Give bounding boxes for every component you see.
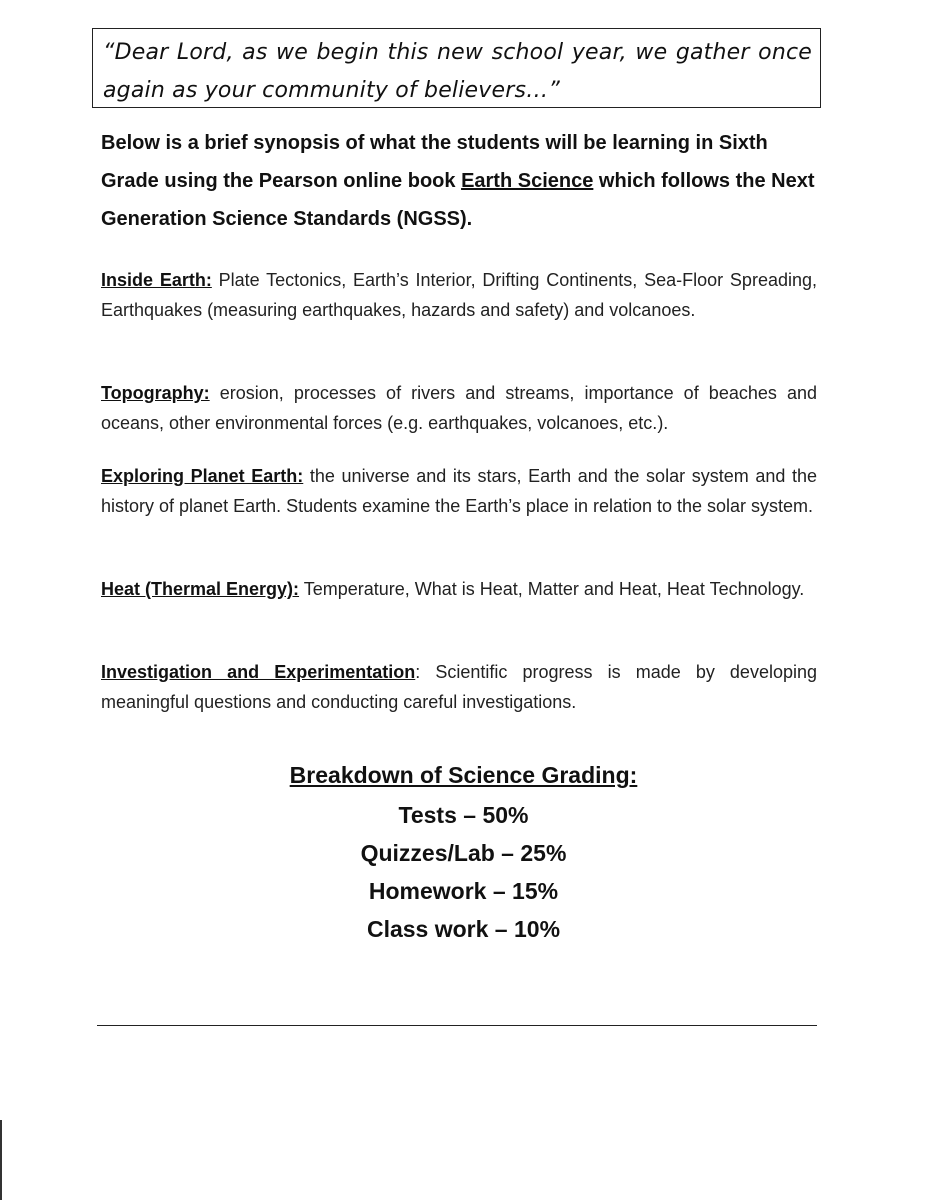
- intro-text-before: Below is a brief synopsis of what the students will be learning in Sixth Grade using the Pearson online book: [101, 132, 768, 192]
- grading-title: Breakdown of Science Grading:: [289, 762, 638, 788]
- topic-text: Temperature, What is Heat, Matter and Heat, Heat Technology.: [299, 579, 805, 599]
- topic-topography: [101, 378, 817, 438]
- topic-heading: Exploring Planet Earth:: [101, 466, 304, 486]
- topic-heat: [101, 574, 817, 604]
- topic-investigation: [101, 657, 817, 717]
- intro-paragraph: [101, 124, 817, 238]
- topic-text: erosion, processes of rivers and streams, importance of beaches and oceans, other environmental forces (e.g. earthquakes, volcanoes, etc.).: [101, 383, 817, 433]
- bottom-divider: [97, 1025, 817, 1026]
- topic-text: : Scientific progress is made by developing meaningful questions and conducting careful investigations.: [101, 662, 817, 712]
- topic-exploring-planet-earth: [101, 461, 817, 521]
- topic-inside-earth: [101, 265, 817, 325]
- grading-item-tests: Tests – 50%: [398, 802, 529, 828]
- grading-item-homework: Homework – 15%: [368, 878, 559, 904]
- book-title: Earth Science: [461, 170, 594, 192]
- topic-text: the universe and its stars, Earth and the solar system and the history of planet Earth. Students examine the Earth’s place in relation to the solar system.: [101, 466, 818, 516]
- prayer-quote: “Dear Lord, as we begin this new school year, we gather once again as your community of believers…”: [103, 40, 812, 103]
- topic-text: Plate Tectonics, Earth’s Interior, Drifting Continents, Sea-Floor Spreading, Earthquakes (measuring earthquakes, hazards and safety) and volcanoes.: [101, 270, 817, 320]
- topic-heading: Topography:: [101, 383, 210, 403]
- intro-text-after: which follows the Next Generation Science Standards (NGSS).: [101, 170, 815, 230]
- prayer-box: [92, 28, 821, 108]
- topic-heading: Investigation and Experimentation: [101, 662, 416, 682]
- grading-item-quizzes-lab: Quizzes/Lab – 25%: [360, 840, 567, 866]
- grading-item-class-work: Class work – 10%: [366, 916, 561, 942]
- scan-edge-mark: [0, 1120, 2, 1200]
- topic-heading: Heat (Thermal Energy):: [101, 579, 300, 599]
- topic-heading: Inside Earth:: [101, 270, 212, 290]
